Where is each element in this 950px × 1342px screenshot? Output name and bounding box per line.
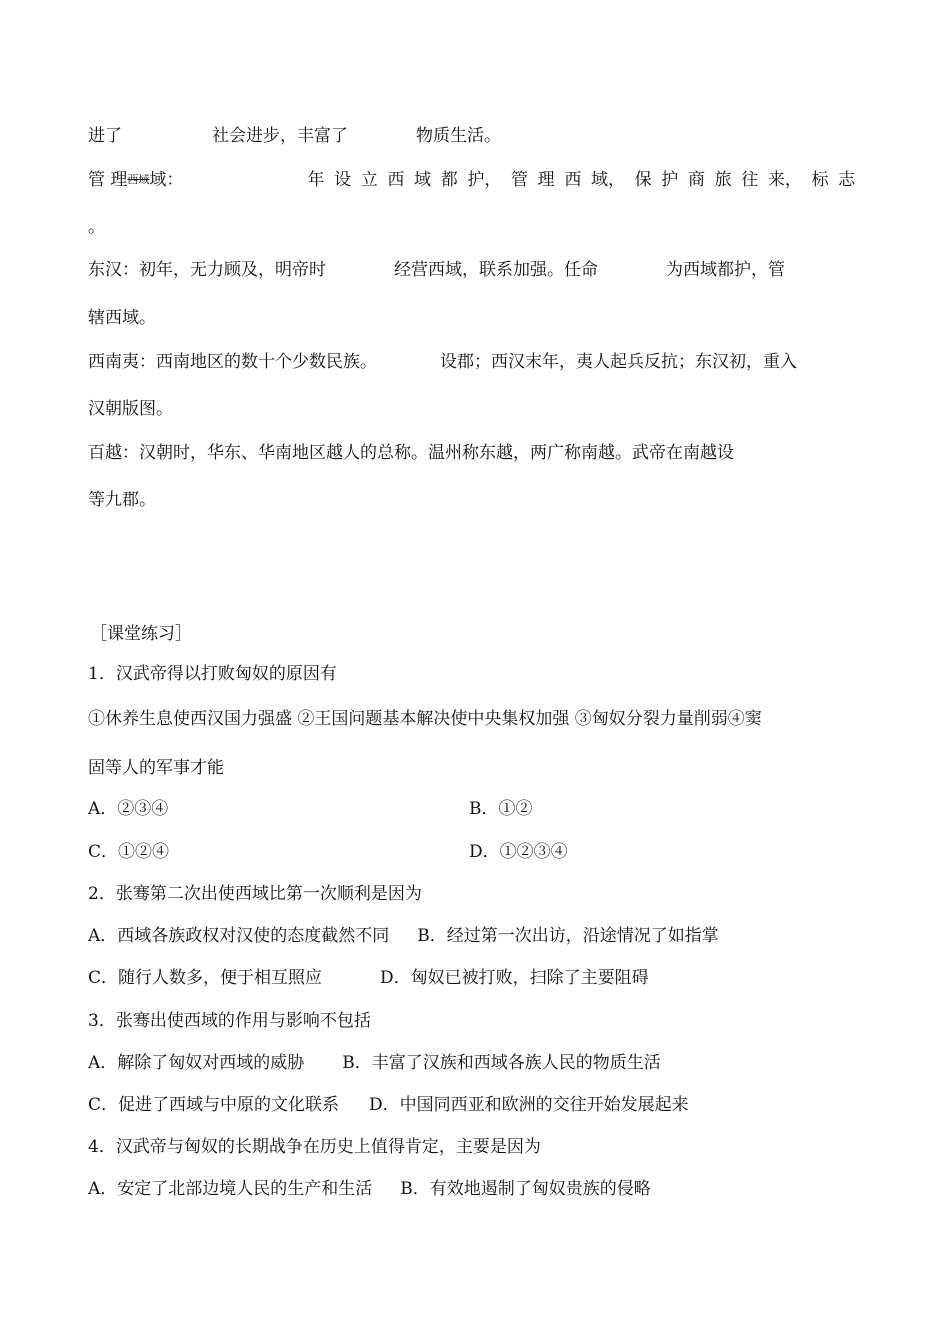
word: 立: [360, 170, 378, 190]
intro-text: 社会进步，丰富了: [212, 126, 348, 146]
question-1-items: [88, 708, 762, 730]
question-1-option-b: [469, 798, 533, 820]
word: 标: [811, 170, 829, 190]
option-text: C．①②④: [88, 842, 170, 862]
word: 旅: [714, 170, 732, 190]
option-text: D．①②③④: [469, 842, 568, 862]
option-text: B．有效地遏制了匈奴贵族的侵略: [400, 1179, 651, 1199]
option-text: A．解除了匈奴对西域的威胁: [88, 1053, 305, 1073]
question-3-options-ab: [88, 1052, 661, 1074]
question-text: 3．张骞出使西域的作用与影响不包括: [88, 1011, 371, 1031]
option-text: B．①②: [469, 799, 533, 819]
question-text: 固等人的军事才能: [88, 758, 224, 778]
question-3-options-cd: [88, 1094, 689, 1116]
word: 西: [387, 170, 405, 190]
question-text: ①休养生息使西汉国力强盛 ②王国问题基本解决使中央集权加强 ③匈奴分裂力量削弱④窦: [88, 709, 762, 729]
word: 西: [564, 170, 582, 190]
intro-line-1: [88, 125, 501, 147]
word: 管: [511, 170, 528, 190]
option-text: B．经过第一次出访，沿途情况了如指掌: [417, 926, 719, 946]
intro-text: 东汉：初年，无力顾及，明帝时: [88, 260, 326, 280]
word: 域，: [590, 170, 625, 190]
option-text: C．促进了西域与中原的文化联系: [88, 1095, 340, 1115]
question-1-stem: [88, 663, 337, 685]
word: 往: [741, 170, 759, 190]
option-text: B．丰富了汉族和西域各族人民的物质生活: [342, 1053, 661, 1073]
word: 护，: [467, 170, 502, 190]
intro-text: 域：: [149, 170, 184, 190]
section-header: [90, 623, 192, 645]
word: 保: [634, 170, 652, 190]
question-2-stem: [88, 883, 422, 905]
word: 设: [334, 170, 352, 190]
intro-line-9: [88, 489, 156, 511]
word: 理: [537, 170, 555, 190]
intro-line-4: [88, 259, 785, 281]
option-text: D．中国同西亚和欧洲的交往开始发展起来: [369, 1095, 689, 1115]
intro-line-7: [88, 398, 173, 420]
intro-text: 汉朝版图。: [88, 399, 173, 419]
question-2-options-cd: [88, 967, 649, 989]
intro-text: 设郡；西汉末年，夷人起兵反抗；东汉初，重入: [440, 352, 797, 372]
intro-text: 西南夷：西南地区的数十个少数民族。: [88, 352, 377, 372]
question-1-items-cont: [88, 757, 224, 779]
question-text: 2．张骞第二次出使西域比第一次顺利是因为: [88, 884, 422, 904]
intro-line-2: [88, 169, 860, 191]
intro-text: 辖西域。: [88, 308, 156, 328]
intro-line-5: [88, 307, 156, 329]
question-text: 4．汉武帝与匈奴的长期战争在历史上值得肯定，主要是因为: [88, 1137, 541, 1157]
word: 域: [414, 170, 432, 190]
question-4-stem: [88, 1136, 541, 1158]
question-4-options-ab: [88, 1178, 651, 1200]
word: 年: [307, 170, 325, 190]
intro-line-6: [88, 351, 797, 373]
word: 护: [661, 170, 679, 190]
intro-line-3: [88, 216, 105, 238]
intro-text: 。: [88, 217, 105, 237]
question-1-option-d: [469, 841, 568, 863]
word: 志: [838, 170, 856, 190]
word: 商: [687, 170, 705, 190]
intro-line-8: [88, 442, 734, 464]
option-text: D．匈奴已被打败，扫除了主要阻碍: [380, 968, 649, 988]
intro-text: 为西域都护，管: [666, 260, 785, 280]
option-text: C．随行人数多，便于相互照应: [88, 968, 323, 988]
option-text: A．安定了北部边境人民的生产和生活: [88, 1179, 373, 1199]
word: 都: [440, 170, 458, 190]
question-text: 1．汉武帝得以打败匈奴的原因有: [88, 664, 337, 684]
option-text: A．②③④: [88, 799, 169, 819]
justified-run: [307, 169, 855, 191]
intro-text: 管 理: [88, 170, 128, 190]
question-1-option-a: [88, 798, 168, 820]
section-header-text: ［课堂练习］: [90, 624, 192, 644]
intro-text: 等九郡。: [88, 490, 156, 510]
word: 来，: [767, 170, 802, 190]
question-2-options-ab: [88, 925, 719, 947]
intro-text: 经营西域，联系加强。任命: [394, 260, 598, 280]
question-3-stem: [88, 1010, 371, 1032]
intro-text: 百越：汉朝时，华东、华南地区越人的总称。温州称东越，两广称南越。武帝在南越设: [88, 443, 734, 463]
struck-text: 西域: [127, 173, 150, 186]
intro-text: 进了: [88, 126, 122, 146]
question-1-option-c: [88, 841, 169, 863]
option-text: A．西域各族政权对汉使的态度截然不同: [88, 926, 390, 946]
intro-text: 物质生活。: [416, 126, 501, 146]
